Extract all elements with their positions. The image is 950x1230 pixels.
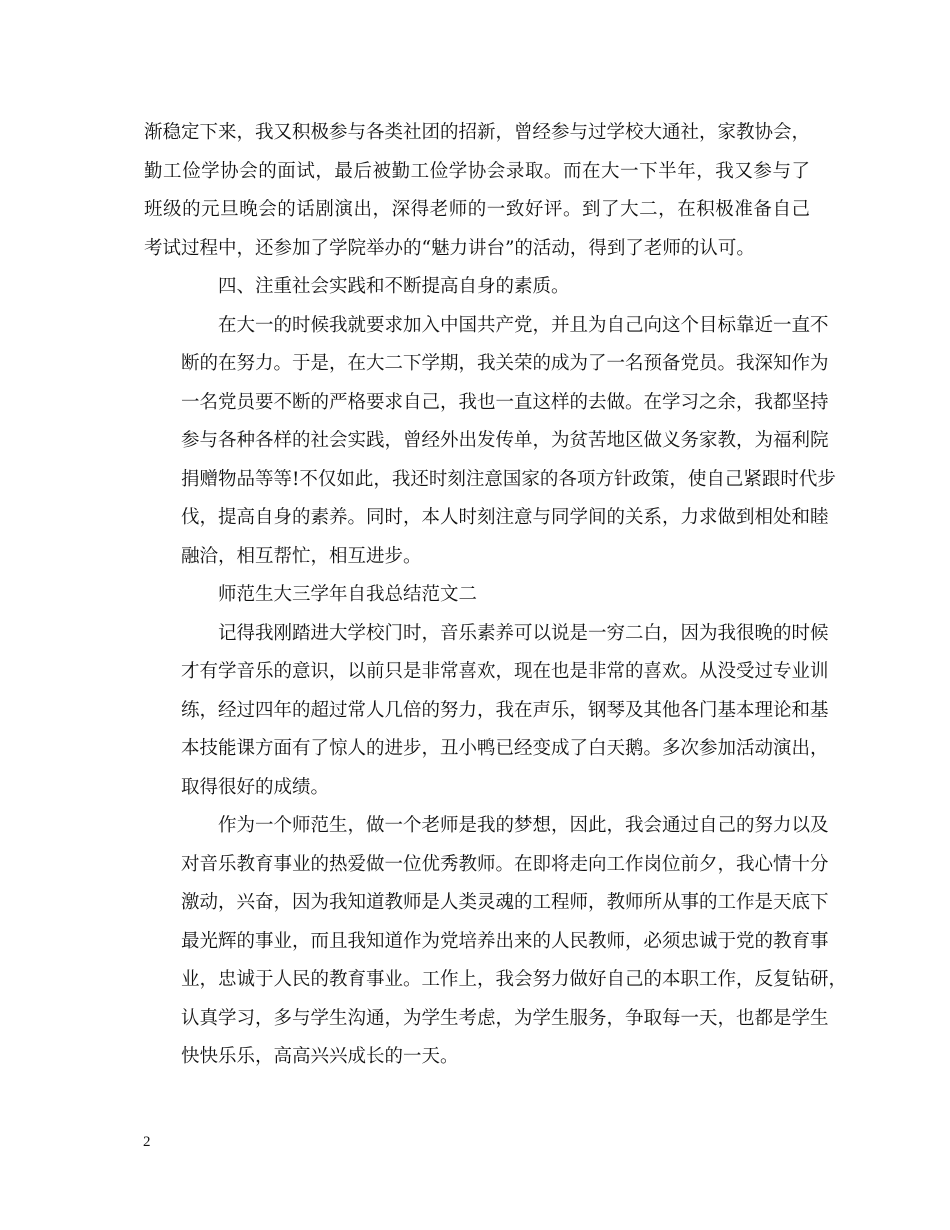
paragraph <box>144 114 810 268</box>
text-line: 捐赠物品等等!不仅如此，我还时刻注意国家的各项方针政策，使自己紧跟时代步 <box>181 468 836 490</box>
text-line: 伐，提高自身的素养。同时，本人时刻注意与同学间的关系，力求做到相处和睦 <box>181 507 829 528</box>
paragraph <box>144 576 810 615</box>
text-line: 渐稳定下来，我又积极参与各类社团的招新，曾经参与过学校大通社，家教协会， <box>144 122 811 143</box>
document-body <box>144 114 848 1077</box>
text-line: 考试过程中，还参加了学院举办的“魅力讲台”的活动，得到了老师的认可。 <box>144 237 755 259</box>
paragraph <box>144 615 829 808</box>
text-line: 本技能课方面有了惊人的进步，丑小鸭已经变成了白天鹅。多次参加活动演出， <box>181 738 829 759</box>
text-line: 业，忠诚于人民的教育事业。工作上，我会努力做好自己的本职工作，反复钻研， <box>181 969 848 990</box>
text-line: 记得我刚踏进大学校门时，音乐素养可以说是一穷二白，因为我很晚的时候 <box>218 622 829 644</box>
text-line: 四、注重社会实践和不断提高自身的素质。 <box>218 276 570 297</box>
text-line: 快快乐乐，高高兴兴成长的一天。 <box>181 1046 459 1067</box>
text-line: 融洽，相互帮忙，相互进步。 <box>181 545 422 567</box>
text-line: 作为一个师范生，做一个老师是我的梦想，因此，我会通过自己的努力以及 <box>218 815 829 836</box>
text-line: 班级的元旦晚会的话剧演出，深得老师的一致好评。到了大二，在积极准备自己 <box>144 199 810 220</box>
text-line: 师范生大三学年自我总结范文二 <box>218 584 478 605</box>
text-line: 才有学音乐的意识，以前只是非常喜欢，现在也是非常的喜欢。从没受过专业训 <box>181 661 829 682</box>
text-line: 认真学习，多与学生沟通，为学生考虑，为学生服务，争取每一天，也都是学生 <box>181 1007 829 1029</box>
text-line: 练，经过四年的超过常人几倍的努力，我在声乐，钢琴及其他各门基本理论和基 <box>181 699 829 721</box>
text-line: 在大一的时候我就要求加入中国共产党，并且为自己向这个目标靠近一直不 <box>218 314 829 336</box>
text-line: 一名党员要不断的严格要求自己，我也一直这样的去做。在学习之余，我都坚持 <box>181 391 829 413</box>
text-line: 参与各种各样的社会实践，曾经外出发传单，为贫苦地区做义务家教，为福利院 <box>181 430 829 451</box>
text-line: 最光辉的事业，而且我知道作为党培养出来的人民教师，必须忠诚于党的教育事 <box>181 930 829 952</box>
text-line: 断的在努力。于是，在大二下学期，我关荣的成为了一名预备党员。我深知作为 <box>181 353 829 374</box>
paragraph <box>144 268 810 307</box>
text-line: 勤工俭学协会的面试，最后被勤工俭学协会录取。而在大一下半年，我又参与了 <box>144 160 810 182</box>
text-line: 激动，兴奋，因为我知道教师是人类灵魂的工程师，教师所从事的工作是天底下 <box>181 892 829 913</box>
paragraph <box>144 307 836 577</box>
paragraph <box>144 807 848 1077</box>
text-line: 对音乐教育事业的热爱做一位优秀教师。在即将走向工作岗位前夕，我心情十分 <box>181 853 829 875</box>
page-number: 2 <box>143 1134 151 1150</box>
text-line: 取得很好的成绩。 <box>181 776 330 798</box>
